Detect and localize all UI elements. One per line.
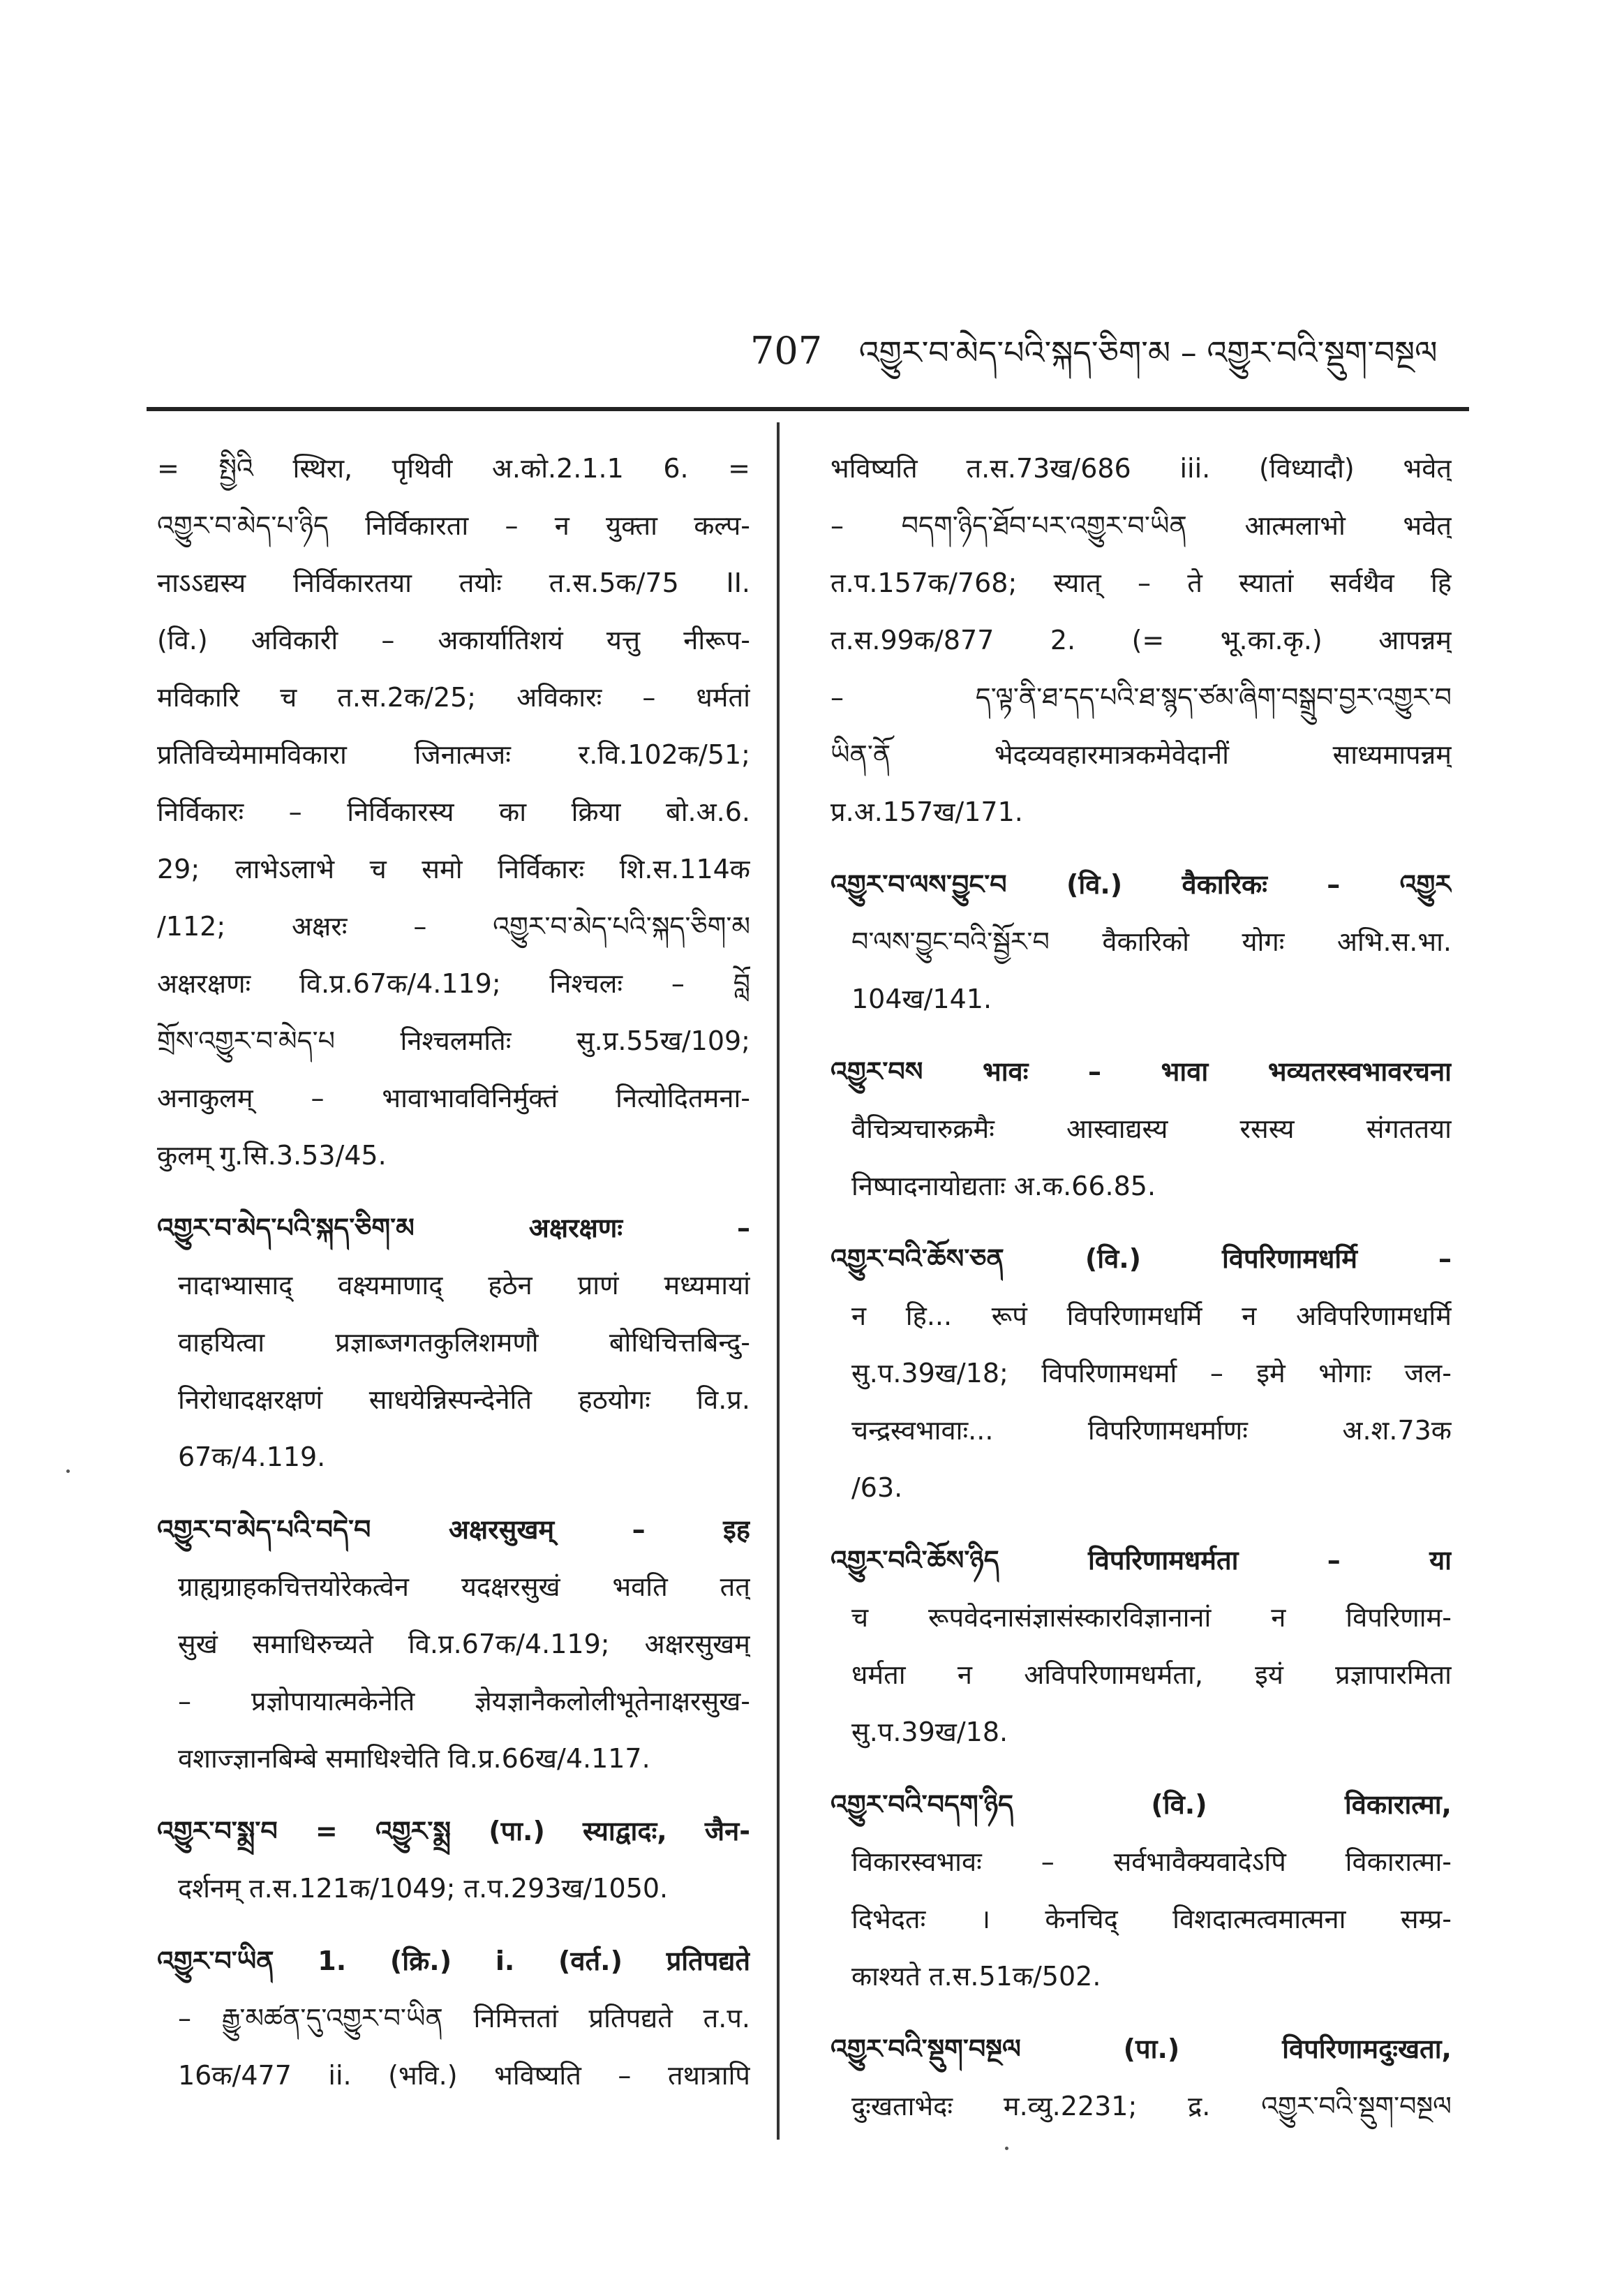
entry-text-line: प्रतिविच्येमामविकारा जिनात्मजः र.वि.102क/51; — [157, 739, 750, 770]
entry-text-line: བ་ལས་བྱུང་བའི་སྦྱོར་བ वैकारिको योगः अभि.स.भा. — [851, 926, 1452, 957]
stray-mark — [1005, 2147, 1008, 2150]
entry-text-line: /112; अक्षरः – འགྱུར་བ་མེད་པའི་སྐད་ཅིག་མ — [157, 911, 750, 942]
entry-text-line: 104ख/141. — [851, 984, 992, 1014]
entry-text-line: अनाकुलम् – भावाभावविनिर्मुक्तं नित्योदितमना- — [157, 1083, 750, 1113]
entry-text-line: निष्पादनायोद्यताः अ.क.66.85. — [851, 1171, 1156, 1201]
entry-text-line: कुलम् गु.सि.3.53/45. — [157, 1140, 387, 1171]
entry-text-line: निरोधादक्षरक्षणं साधयेन्निस्पन्देनेति हठयोगः वि.प्र. — [178, 1384, 750, 1415]
entry-headword-line: འགྱུར་བའི་སྡུག་བསྔལ (पा.) विपरिणामदुःखता, — [830, 2034, 1452, 2064]
entry-text-line: 16क/477 ii. (भवि.) भविष्यति – तथात्रापि — [178, 2060, 750, 2091]
entry-headword-line: འགྱུར་བ་མེད་པའི་བདེ་བ अक्षरसुखम् – इह — [157, 1514, 750, 1545]
entry-text-line: ग्राह्यग्राहकचित्तयोरेकत्वेन यदक्षरसुखं भवति तत् — [178, 1571, 750, 1602]
entry-text-line: – བདག་ཉིད་ཐོབ་པར་འགྱུར་བ་ཡིན आत्मलाभो भवेत् — [830, 510, 1452, 541]
entry-text-line: त.स.99क/877 2. (= भू.का.कृ.) आपन्नम् — [830, 625, 1452, 656]
entry-headword-line: འགྱུར་བ་ཡིན 1. (क्रि.) i. (वर्त.) प्रतिपद्यते — [157, 1946, 750, 1976]
entry-text-line: གྲོས་འགྱུར་བ་མེད་པ निश्चलमतिः सु.प्र.55ख/109; — [157, 1025, 750, 1056]
entry-text-line: विकारस्वभावः – सर्वभावैक्यवादेऽपि विकारात्मा- — [851, 1846, 1452, 1877]
running-head: འགྱུར་བ་མེད་པའི་སྐད་ཅིག་མ – འགྱུར་བའི་སྡུག་བསྔལ — [858, 334, 1438, 371]
entry-text-line: नादाभ्यासाद् वक्ष्यमाणाद् हठेन प्राणं मध्यमायां — [178, 1270, 750, 1301]
entry-gap — [157, 1917, 750, 1932]
entry-headword-line: འགྱུར་བ་མེད་པའི་སྐད་ཅིག་མ अक्षरक्षणः – — [157, 1213, 750, 1243]
entry-text-line: ཡིན་ནོ भेदव्यवहारमात्रकमेवेदानीं साध्यमापन्नम् — [830, 739, 1452, 770]
entry-text-line: (वि.) अविकारी – अकार्यातिशयं यत्तु नीरूप- — [157, 625, 750, 656]
entry-headword-line: འགྱུར་བ་ལས་བྱུང་བ (वि.) वैकारिकः – འགྱུར — [830, 869, 1452, 900]
stray-mark — [66, 1469, 70, 1473]
entry-gap — [157, 1184, 750, 1199]
entry-text-line: सु.प.39ख/18. — [851, 1717, 1008, 1747]
entry-text-line: འགྱུར་བ་མེད་པ་ཉིད निर्विकारता – न युक्ता कल्प- — [157, 510, 750, 541]
entry-text-line: चन्द्रस्वभावाः... विपरिणामधर्माणः अ.श.73क — [851, 1415, 1452, 1446]
entry-gap — [830, 1516, 1452, 1532]
entry-headword-line: འགྱུར་བའི་ཆོས་ཅན (वि.) विपरिणामधर्मि – — [830, 1243, 1452, 1274]
entry-gap — [157, 1787, 750, 1802]
entry-text-line: दिभेदतः । केनचिद् विशदात्मत्वमात्मना सम्प्र- — [851, 1904, 1452, 1934]
running-header — [750, 318, 1448, 373]
entry-headword-line: འགྱུར་བས भावः – भावा भव्यतरस्वभावरचना — [830, 1056, 1452, 1087]
entry-gap — [157, 1486, 750, 1501]
entry-text-line: सु.प.39ख/18; विपरिणामधर्मा – इमे भोगाः जल- — [851, 1358, 1452, 1388]
entry-text-line: दर्शनम् त.स.121क/1049; त.प.293ख/1050. — [178, 1873, 669, 1904]
header-rule — [147, 407, 1469, 411]
entry-text-line: भविष्यति त.स.73ख/686 iii. (विध्यादौ) भवेत् — [830, 453, 1452, 484]
entry-text-line: – प्रज्ञोपायात्मकेनेति ज्ञेयज्ञानैकलोलीभूतेनाक्षरसुख- — [178, 1686, 750, 1717]
left-column — [157, 440, 750, 2104]
entry-text-line: धर्मता न अविपरिणामधर्मता, इयं प्रज्ञापारमिता — [851, 1659, 1452, 1690]
entry-headword-line: འགྱུར་བའི་ཆོས་ཉིད विपरिणामधर्मता – या — [830, 1545, 1452, 1576]
entry-text-line: दुःखताभेदः म.व्यु.2231; द्र. འགྱུར་བའི་སྡུག་བསྔལ — [851, 2091, 1452, 2121]
entry-text-line: च रूपवेदनासंज्ञासंस्कारविज्ञानानां न विपरिणाम- — [851, 1602, 1452, 1633]
entry-text-line: वैचित्र्यचारुक्रमैः आस्वाद्यस्य रसस्य संगततया — [851, 1113, 1452, 1144]
entry-gap — [830, 840, 1452, 856]
entry-text-line: त.प.157क/768; स्यात् – ते स्यातां सर्वथैव हि — [830, 568, 1452, 598]
entry-text-line: वाहयित्वा प्रज्ञाब्जगतकुलिशमणौ बोधिचित्तबिन्दु- — [178, 1327, 750, 1358]
entry-gap — [830, 1761, 1452, 1776]
entry-headword-line: འགྱུར་བའི་བདག་ཉིད (वि.) विकारात्मा, — [830, 1789, 1452, 1820]
entry-text-line: न हि... रूपं विपरिणामधर्मि न अविपरिणामधर्मि — [851, 1301, 1452, 1331]
entry-text-line: = སྤྱིའི स्थिरा, पृथिवी अ.को.2.1.1 6. = — [157, 453, 750, 484]
entry-text-line: 29; लाभेऽलाभे च समो निर्विकारः शि.स.114क — [157, 854, 750, 884]
entry-gap — [830, 1028, 1452, 1043]
entry-text-line: सुखं समाधिरुच्यते वि.प्र.67क/4.119; अक्षरसुखम् — [178, 1629, 750, 1659]
entry-text-line: काश्यते त.स.51क/502. — [851, 1961, 1101, 1992]
entry-gap — [830, 1215, 1452, 1230]
entry-text-line: नाऽऽद्यस्य निर्विकारतया तयोः त.स.5क/75 II. — [157, 568, 750, 598]
entry-text-line: – རྒྱུ་མཚན་དུ་འགྱུར་བ་ཡིན निमित्ततां प्रतिपद्यते त.प. — [178, 2003, 750, 2034]
entry-text-line: निर्विकारः – निर्विकारस्य का क्रिया बो.अ.6. — [157, 797, 750, 827]
entry-text-line: वशाज्ज्ञानबिम्बे समाधिश्चेति वि.प्र.66ख/4.117. — [178, 1743, 650, 1774]
entry-text-line: 67क/4.119. — [178, 1442, 326, 1472]
entry-text-line: प्र.अ.157ख/171. — [830, 797, 1023, 827]
entry-text-line: मविकारि च त.स.2क/25; अविकारः – धर्मतां — [157, 682, 750, 713]
entry-gap — [830, 2005, 1452, 2020]
column-divider — [777, 422, 780, 2140]
entry-text-line: – ད་ལྟ་ནི་ཐ་དད་པའི་ཐ་སྙད་ཙམ་ཞིག་བསྒྲུབ་བྱར་འགྱུར་བ — [830, 682, 1452, 713]
page-number: 707 — [750, 329, 823, 373]
entry-headword-line: འགྱུར་བ་སྨྲ་བ = འགྱུར་སྨྲ (पा.) स्याद्वादः, जैन- — [157, 1816, 750, 1846]
entry-text-line: /63. — [851, 1472, 903, 1503]
right-column — [830, 440, 1452, 2135]
entry-text-line: अक्षरक्षणः वि.प्र.67क/4.119; निश्चलः – བློ — [157, 968, 750, 999]
